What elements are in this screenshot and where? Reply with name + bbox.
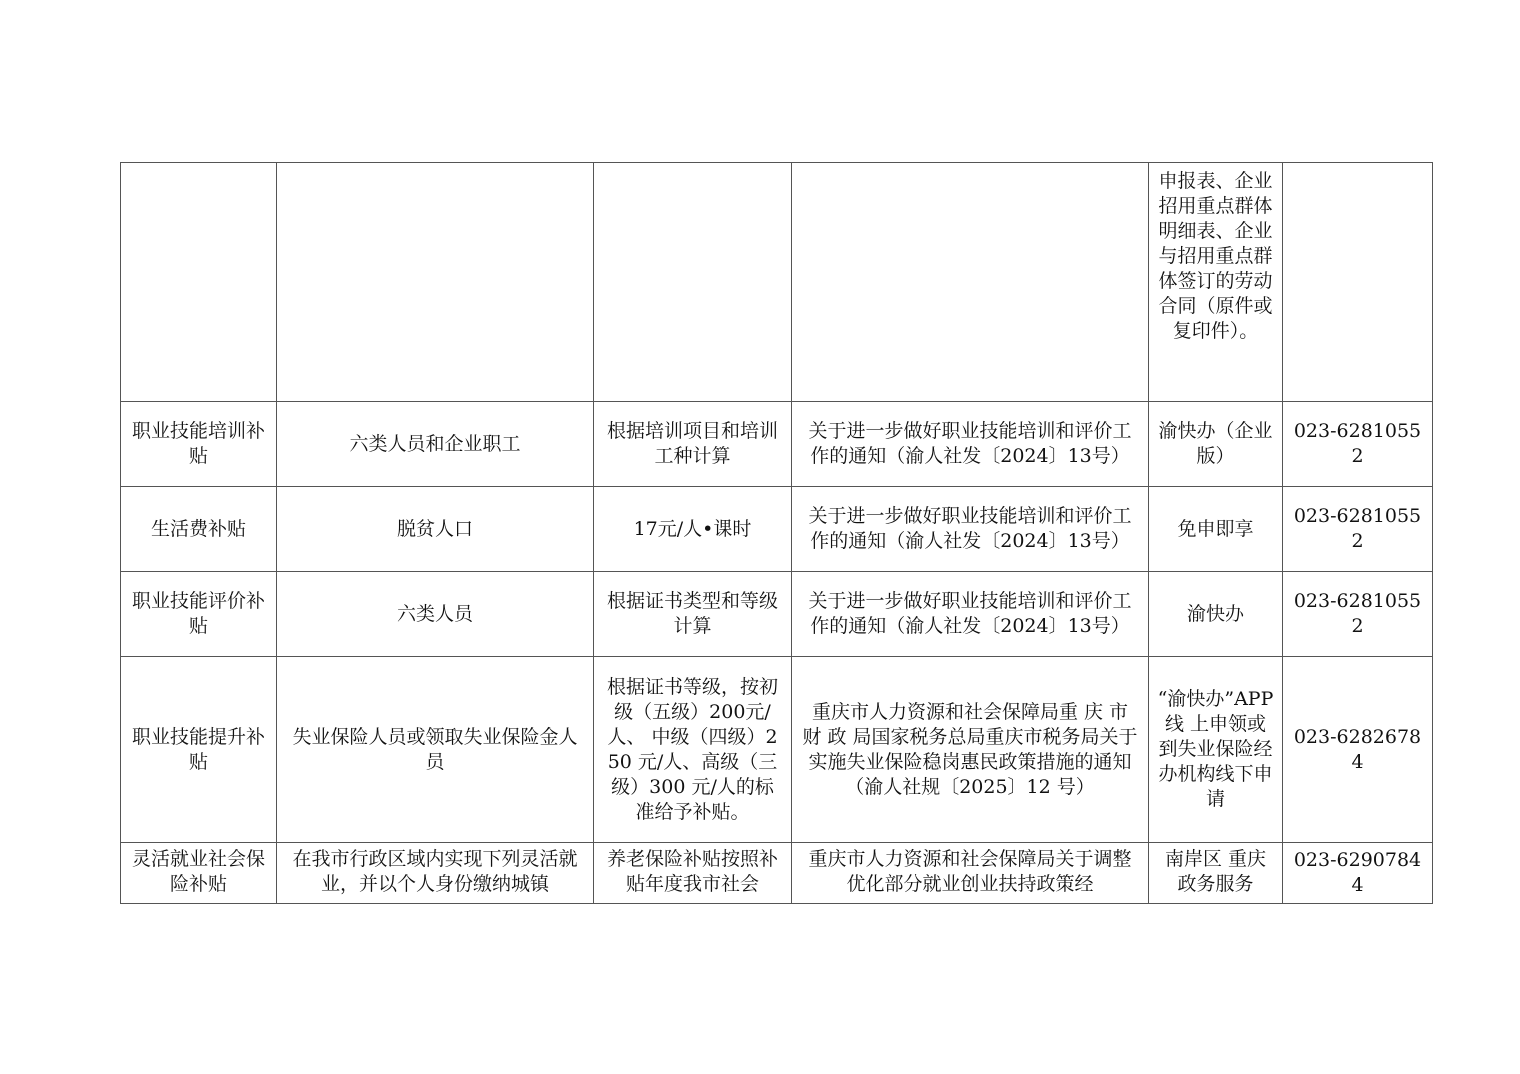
contact-phone-cell: 023-62907844 bbox=[1283, 843, 1433, 904]
application-channel-cell: 渝快办 bbox=[1149, 572, 1283, 657]
application-channel-cell: 南岸区 重庆政务服务 bbox=[1149, 843, 1283, 904]
target-group-cell: 六类人员和企业职工 bbox=[277, 402, 594, 487]
table-row bbox=[121, 657, 1433, 843]
table-row bbox=[121, 402, 1433, 487]
application-channel-cell: 免申即享 bbox=[1149, 487, 1283, 572]
standard-cell bbox=[594, 163, 792, 402]
target-group-cell: 失业保险人员或领取失业保险金人员 bbox=[277, 657, 594, 843]
policy-basis-cell bbox=[792, 163, 1149, 402]
contact-phone-cell: 023-62810552 bbox=[1283, 572, 1433, 657]
subsidy-name-cell: 生活费补贴 bbox=[121, 487, 277, 572]
subsidy-name-cell: 灵活就业社会保险补贴 bbox=[121, 843, 277, 904]
policy-basis-cell: 重庆市人力资源和社会保障局关于调整优化部分就业创业扶持政策经 bbox=[792, 843, 1149, 904]
policy-basis-cell: 关于进一步做好职业技能培训和评价工作的通知（渝人社发〔2024〕13号） bbox=[792, 572, 1149, 657]
target-group-cell: 六类人员 bbox=[277, 572, 594, 657]
contact-phone-cell: 023-62810552 bbox=[1283, 402, 1433, 487]
subsidy-policy-table bbox=[120, 162, 1433, 904]
contact-phone-cell bbox=[1283, 163, 1433, 402]
subsidy-name-cell bbox=[121, 163, 277, 402]
subsidy-name-cell: 职业技能培训补贴 bbox=[121, 402, 277, 487]
target-group-cell bbox=[277, 163, 594, 402]
policy-basis-cell: 关于进一步做好职业技能培训和评价工作的通知（渝人社发〔2024〕13号） bbox=[792, 402, 1149, 487]
table-row bbox=[121, 572, 1433, 657]
target-group-cell: 在我市行政区域内实现下列灵活就业，并以个人身份缴纳城镇 bbox=[277, 843, 594, 904]
target-group-cell: 脱贫人口 bbox=[277, 487, 594, 572]
contact-phone-cell: 023-62810552 bbox=[1283, 487, 1433, 572]
standard-cell: 根据证书类型和等级计算 bbox=[594, 572, 792, 657]
application-channel-cell: “渝快办”APP 线 上申领或到失业保险经办机构线下申请 bbox=[1149, 657, 1283, 843]
standard-cell: 根据证书等级，按初级（五级）200元/人、 中级（四级）250 元/人、高级（三级）300 元/人的标准给予补贴。 bbox=[594, 657, 792, 843]
contact-phone-cell: 023-62826784 bbox=[1283, 657, 1433, 843]
application-channel-cell: 渝快办（企业版） bbox=[1149, 402, 1283, 487]
table-row bbox=[121, 843, 1433, 904]
application-channel-cell: 申报表、企业招用重点群体明细表、企业与招用重点群体签订的劳动合同（原件或复印件）。 bbox=[1149, 163, 1283, 402]
table-row bbox=[121, 163, 1433, 402]
subsidy-name-cell: 职业技能评价补贴 bbox=[121, 572, 277, 657]
policy-basis-cell: 重庆市人力资源和社会保障局重 庆 市 财 政 局国家税务总局重庆市税务局关于实施失业保险稳岗惠民政策措施的通知（渝人社规〔2025〕12 号） bbox=[792, 657, 1149, 843]
policy-basis-cell: 关于进一步做好职业技能培训和评价工作的通知（渝人社发〔2024〕13号） bbox=[792, 487, 1149, 572]
standard-cell: 根据培训项目和培训工种计算 bbox=[594, 402, 792, 487]
table-row bbox=[121, 487, 1433, 572]
subsidy-name-cell: 职业技能提升补贴 bbox=[121, 657, 277, 843]
standard-cell: 养老保险补贴按照补贴年度我市社会 bbox=[594, 843, 792, 904]
standard-cell: 17元/人•课时 bbox=[594, 487, 792, 572]
